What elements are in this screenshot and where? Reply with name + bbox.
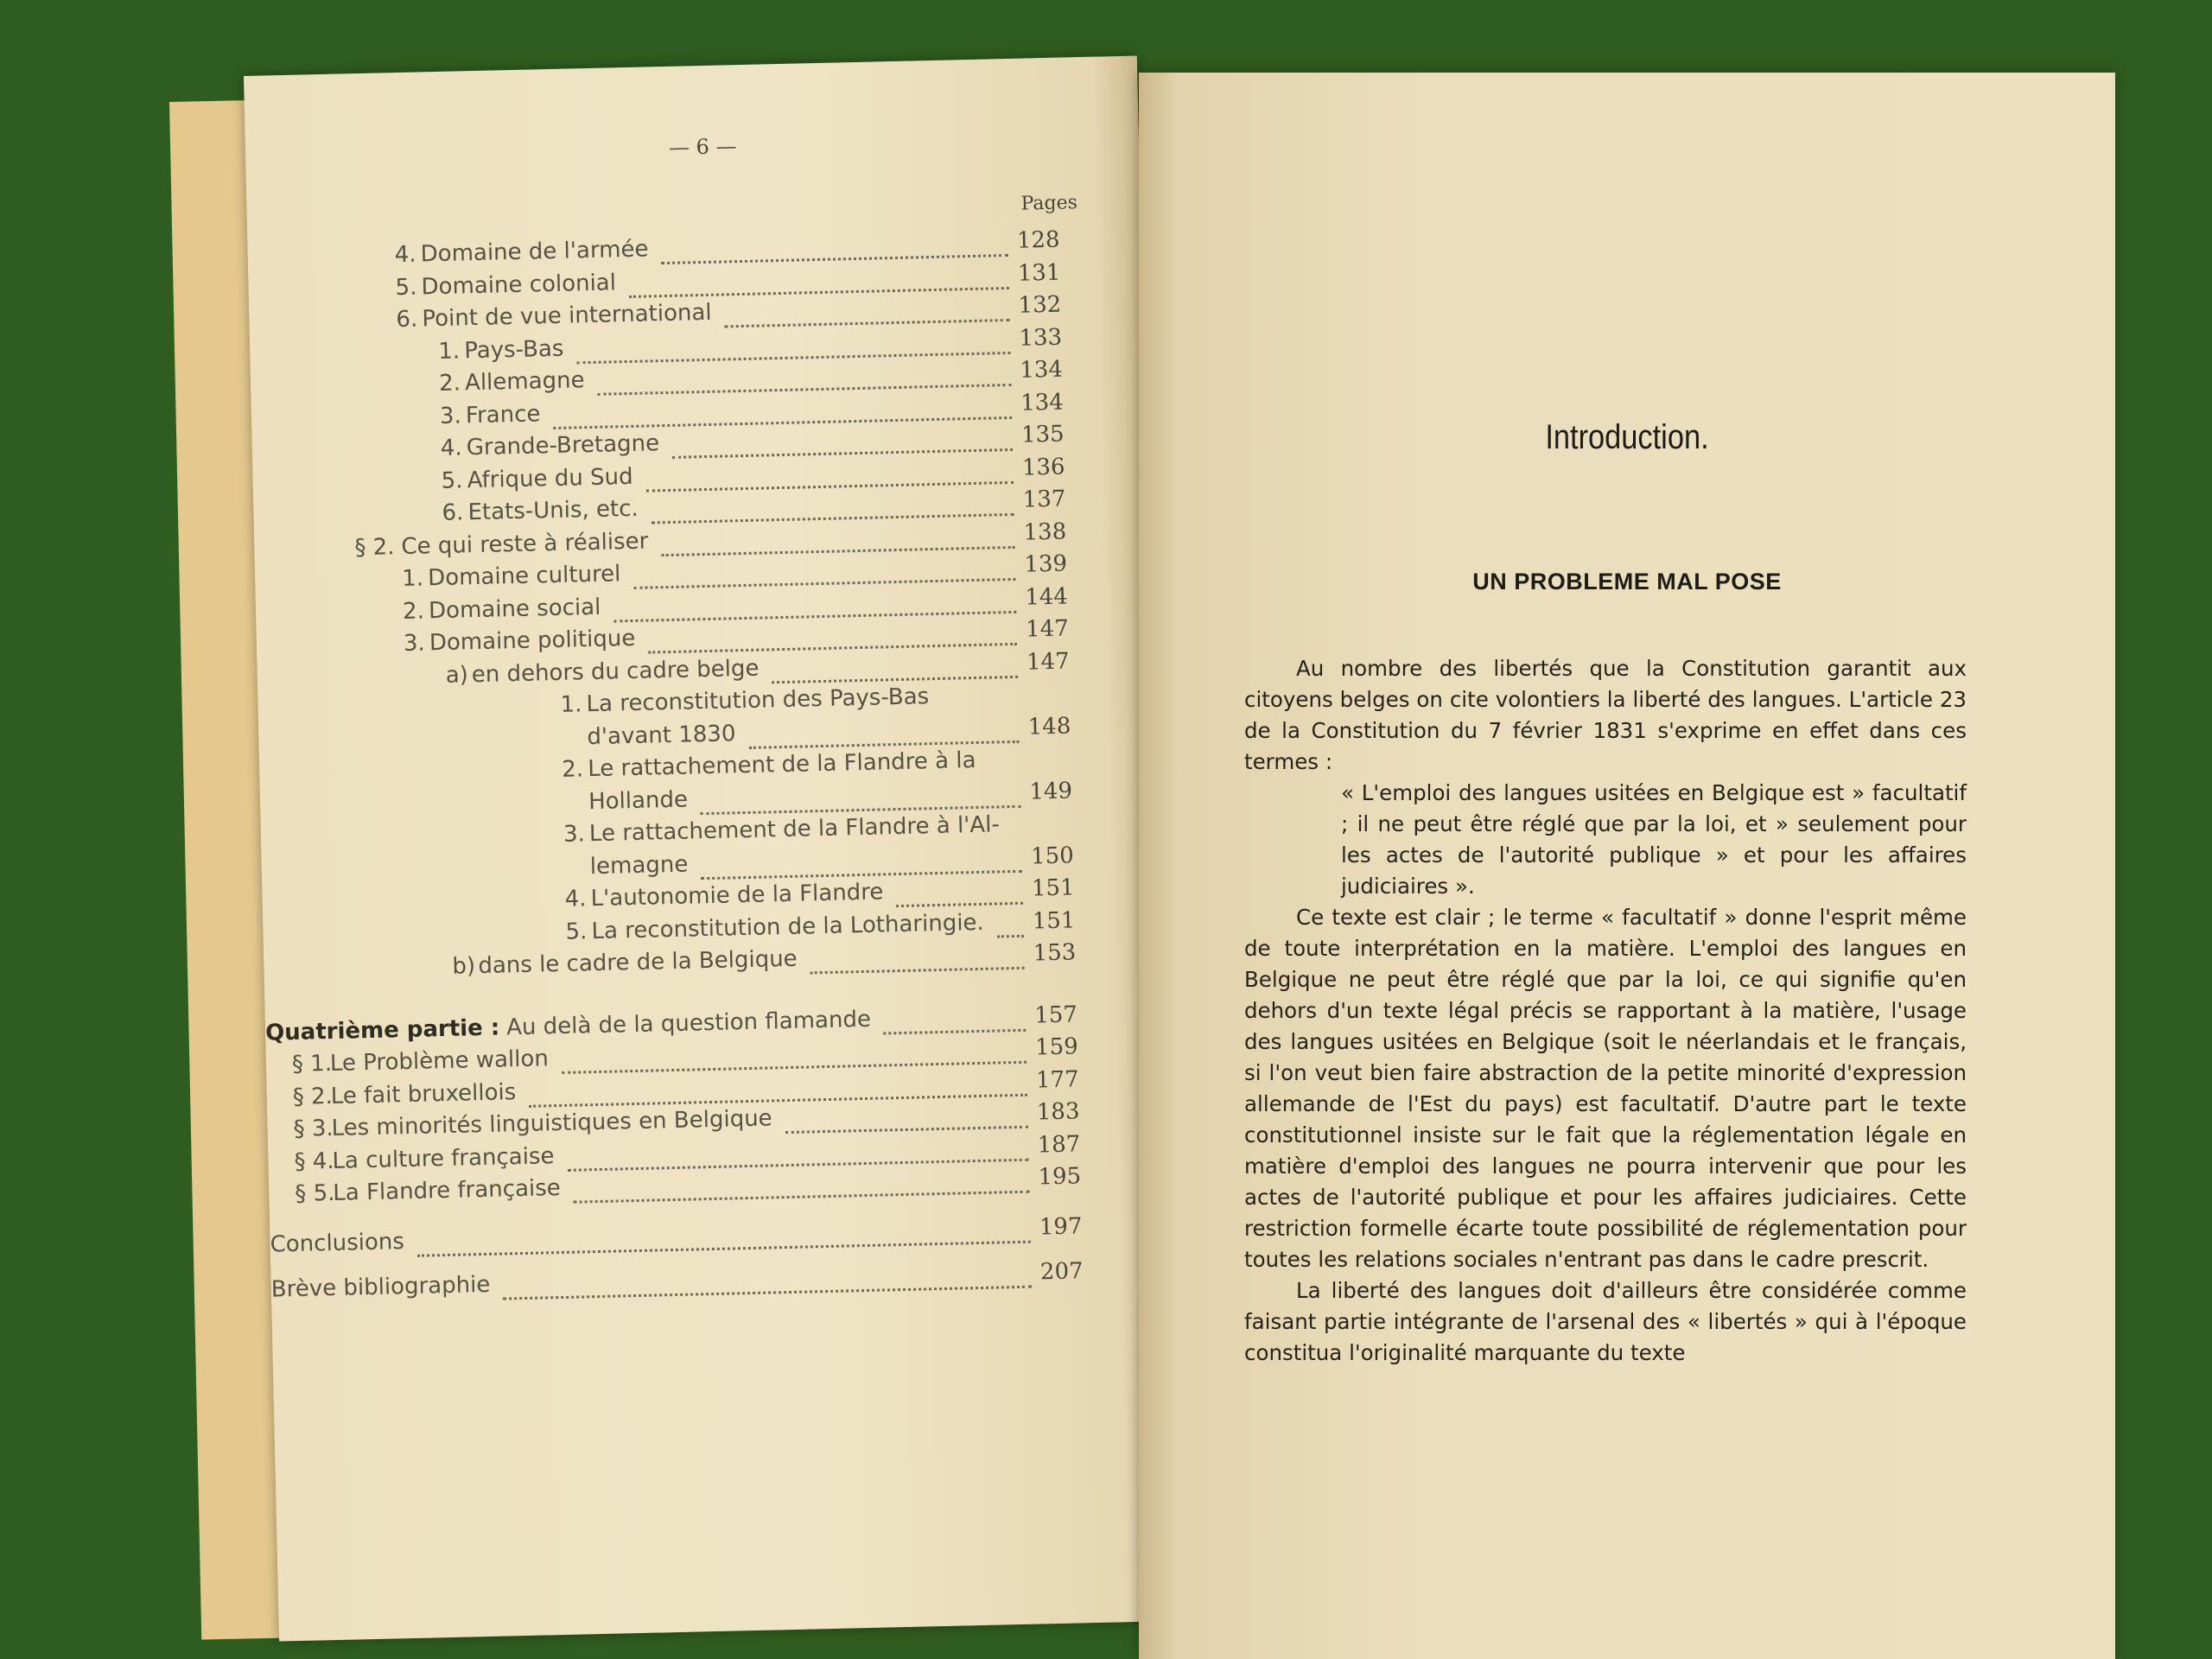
pages-column-header: Pages	[1020, 192, 1078, 215]
dot-leader	[700, 779, 1020, 814]
toc-entry-page: 128	[1016, 226, 1060, 254]
toc-entry-page: 157	[1033, 1001, 1078, 1029]
toc-entry-label: Conclusions	[270, 1228, 405, 1258]
toc-entry-number: § 4.	[294, 1147, 334, 1175]
paragraph: Au nombre des libertés que la Constitution garantit aux citoyens belges on cite volontiers la liberté des langues. L'article 23 de la Constitution du 7 février 1831 s'exprime en effet dans ces termes :	[1244, 656, 1967, 774]
toc-entry-label: Domaine culturel	[427, 561, 621, 592]
dot-leader	[785, 1100, 1028, 1134]
dot-leader	[772, 649, 1018, 683]
toc-entry-page: 149	[1029, 777, 1073, 805]
toc-entry-label: Grande-Bretagne	[466, 430, 660, 461]
toc-entry-page: 147	[1025, 615, 1070, 643]
toc-entry-number: 6.	[396, 306, 418, 334]
toc-entry-number: § 3.	[293, 1115, 334, 1143]
paragraph: Ce texte est clair ; le terme « facultatif » donne l'esprit même de toute interprétation en la matière. L'emploi des langues en Belgique ne peut être réglé que par la loi, ce qui signifie qu'en dehors d'un texte légal précis se rapportant à la matière, l'usage des langues usitées en Belgique (soit le néerlandais et le français, si l'on veut bien faire abstraction de la petite minorité d'expression allemande de l'Est du pays) est facultatif. D'autre part le texte constitutionnel insiste sur le fait que la réglementation légale en matière d'emploi des langues ne pourra intervenir que pour les actes de l'autorité publique et pour les affaires judiciaires. Cette restriction formelle écarte toute possibilité de réglementation pour toutes les relations sociales n'entrant pas dans le cadre prescrit.	[1244, 905, 1967, 1272]
dot-leader	[701, 843, 1023, 879]
toc-entry-page: 133	[1019, 324, 1063, 352]
toc-entry-number: 3.	[403, 630, 426, 657]
toc-entry-label: L'autonomie de la Flandre	[590, 879, 884, 912]
toc-entry-number: § 2.	[354, 533, 395, 561]
toc-entry-number: b)	[452, 953, 476, 980]
toc-entry-page: 134	[1020, 389, 1065, 416]
toc-entry-label: Le fait bruxellois	[330, 1078, 517, 1109]
toc-entry-label: France	[465, 400, 541, 429]
dot-leader	[416, 1214, 1031, 1256]
toc-entry-number: a)	[445, 661, 469, 689]
toc-entry-label: Point de vue international	[422, 299, 712, 333]
toc-entry-number: 4.	[440, 435, 462, 461]
dot-leader	[996, 908, 1024, 938]
toc-entry-page: 147	[1026, 647, 1070, 676]
right-page	[1139, 73, 2115, 1659]
toc-entry-number: 6.	[442, 499, 464, 526]
toc-entry-page: 187	[1037, 1130, 1081, 1158]
toc-entry-label: dans le cadre de la Belgique	[478, 945, 798, 980]
toc-entry-number: 4.	[394, 241, 416, 269]
toc-entry-label: Hollande	[588, 786, 689, 815]
page-number: — 6 —	[668, 134, 737, 160]
toc-entry-number: § 5.	[295, 1179, 335, 1207]
toc-entry-page: 148	[1027, 712, 1071, 741]
toc-end-entry	[270, 1213, 1083, 1264]
toc-entry-number: 2.	[438, 370, 461, 397]
toc-entry-label: Etats-Unis, etc.	[467, 495, 639, 526]
toc-entry-page: 197	[1039, 1212, 1083, 1240]
toc-entry-number: 3.	[563, 821, 586, 848]
toc-entry-page: 207	[1039, 1257, 1084, 1285]
dot-leader	[896, 876, 1023, 907]
toc-entry-number: 5.	[395, 274, 417, 301]
toc-entry-page: 132	[1018, 291, 1062, 319]
toc-entry-page: 195	[1038, 1163, 1082, 1191]
toc-entry-number: 5.	[441, 467, 463, 494]
toc-entry-label: Le rattachement de la Flandre à la	[587, 747, 976, 783]
toc-entry-label: Le Problème wallon	[329, 1046, 550, 1077]
toc-entry-page: 183	[1036, 1098, 1080, 1126]
toc-entry-page: 144	[1024, 583, 1069, 611]
toc-entry-number: 2.	[402, 597, 425, 625]
toc-entry-label: Domaine de l'armée	[420, 236, 649, 268]
toc-entry-number: § 1.	[291, 1050, 333, 1078]
toc-entry-label: lemagne	[589, 851, 689, 880]
toc-entry-page: 150	[1030, 842, 1075, 870]
dot-leader	[724, 293, 1010, 327]
toc-entry-page: 177	[1035, 1065, 1079, 1093]
toc-entry-page: 159	[1034, 1033, 1079, 1061]
toc-entry-page: 151	[1032, 906, 1076, 935]
constitution-quote: « L'emploi des langues usitées en Belgique est » facultatif ; il ne peut être réglé que par la loi, et » seulement pour les actes de l'autorité publique » et pour les affaires judiciaires ».	[1341, 780, 1967, 899]
dot-leader	[810, 941, 1025, 975]
toc-entry-page: 134	[1019, 356, 1064, 384]
toc-entry-label: La reconstitution des Pays-Bas	[586, 683, 930, 718]
left-page	[244, 56, 1173, 1642]
toc-end-entry	[271, 1258, 1084, 1309]
toc-entry-label: La reconstitution de la Lotharingie.	[591, 909, 985, 944]
toc-entry-number: 1.	[437, 337, 461, 365]
toc-entry-label: Allemagne	[464, 367, 585, 397]
toc-entry-number: § 2.	[292, 1083, 334, 1110]
toc-entry-page: 131	[1017, 259, 1061, 287]
toc-entry-label: Ce qui reste à réaliser	[401, 528, 649, 560]
toc-entry-page: 139	[1024, 550, 1068, 578]
toc-entry-label: Les minorités linguistiques en Belgique	[331, 1105, 772, 1142]
toc-entry-page: 137	[1022, 486, 1066, 513]
toc-entry-page: 151	[1031, 874, 1075, 902]
toc-entry-label: d'avant 1830	[587, 720, 736, 750]
dot-leader	[883, 1002, 1026, 1034]
toc-entry-label: Pays-Bas	[463, 335, 564, 364]
section-subtitle: UN PROBLEME MAL POSE	[1472, 569, 1782, 594]
toc-entry-number: 2.	[561, 756, 584, 783]
toc-entry-number: 3.	[439, 402, 462, 429]
toc-entry-number: 4.	[564, 886, 587, 912]
dot-leader	[748, 714, 1020, 748]
toc-entry-number: 1.	[401, 565, 424, 592]
toc-entry-label: Brève bibliographie	[270, 1271, 491, 1303]
toc-entry-page: 138	[1023, 518, 1067, 546]
toc-entry-label: La Flandre française	[333, 1175, 562, 1206]
toc-entry-page: 135	[1020, 421, 1065, 448]
chapter-title: Introduction.	[1545, 418, 1709, 456]
dot-leader	[661, 228, 1008, 264]
toc-entry-label: Domaine social	[428, 594, 601, 624]
toc-entry-label: Domaine colonial	[421, 269, 617, 300]
toc-entry-label: Afrique du Sud	[467, 463, 633, 493]
toc-entry-label: La culture française	[332, 1142, 555, 1174]
toc-entry-page: 153	[1033, 939, 1077, 967]
toc-entry-number: 5.	[565, 918, 588, 945]
toc-entry-label: Domaine politique	[429, 625, 636, 657]
part-heading: Quatrième partie :	[264, 1014, 500, 1046]
part-title: Au delà de la question flamande	[505, 1006, 872, 1040]
paragraph: La liberté des langues doit d'ailleurs être considérée comme faisant partie intégrante de l'arsenal des « libertés » qui à l'époque constitua l'originalité marquante du texte	[1244, 1278, 1967, 1365]
toc-entry-label: en dehors du cadre belge	[471, 655, 760, 688]
toc-entry-number: 1.	[560, 691, 582, 718]
body-text	[1244, 653, 1967, 1369]
toc-entry-label: Le rattachement de la Flandre à l'Al-	[588, 811, 1001, 848]
dot-leader	[503, 1259, 1032, 1300]
toc-entry-page: 136	[1021, 454, 1065, 481]
